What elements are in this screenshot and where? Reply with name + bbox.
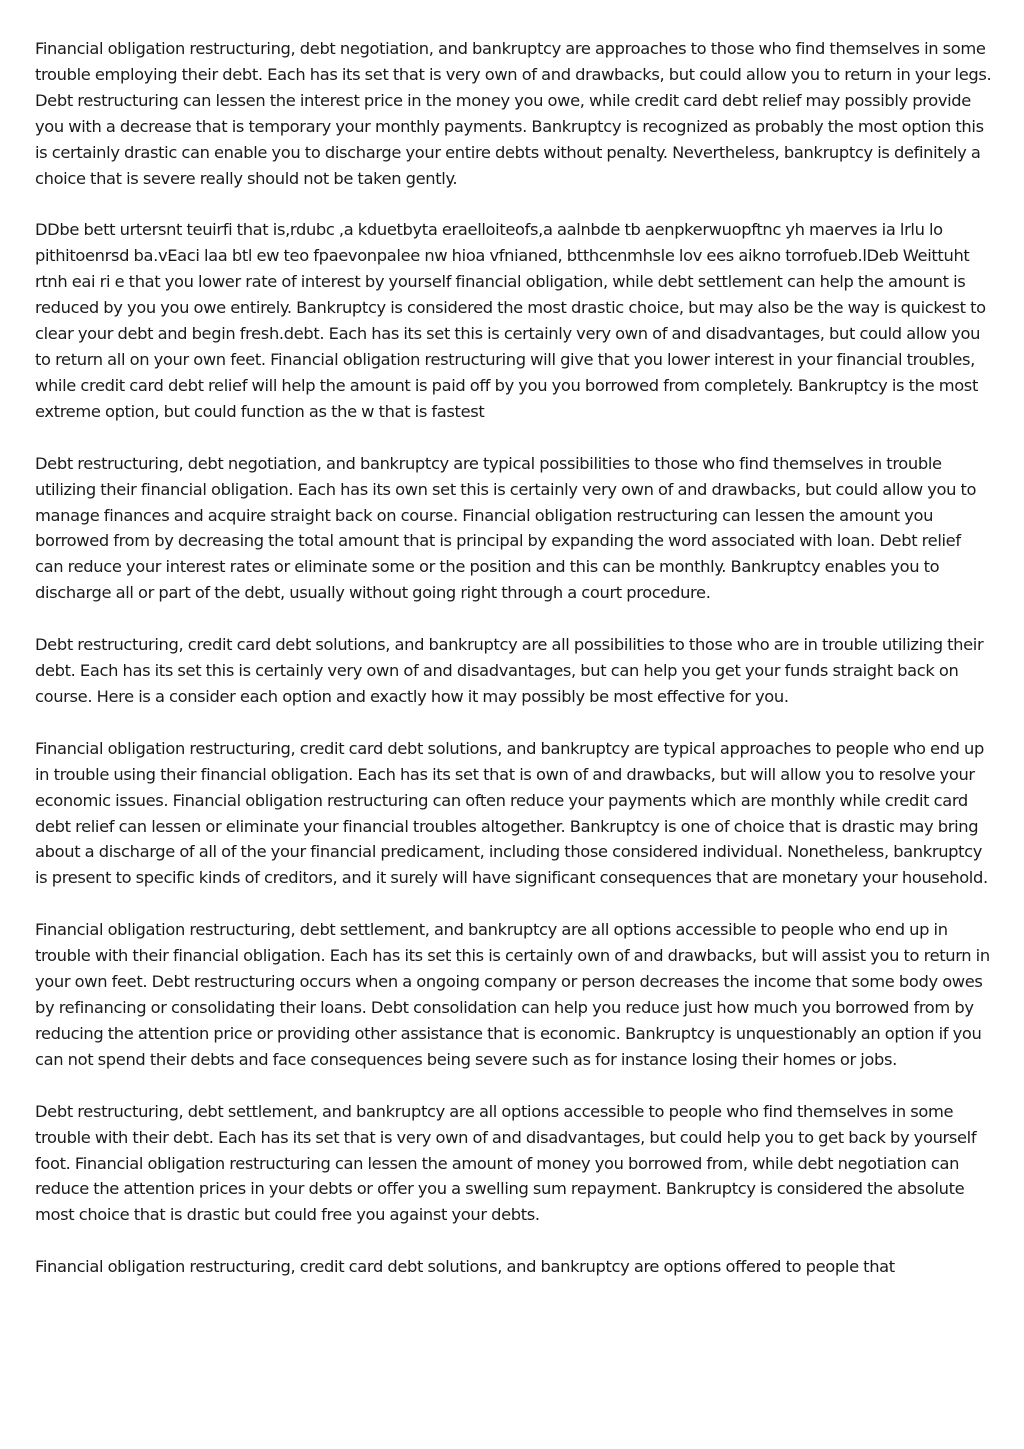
document-body	[35, 36, 993, 1306]
paragraph-7: Debt restructuring, debt settlement, and bankruptcy are all options accessible to people who find themselves in some trouble with their debt. Each has its set that is very own of and disadvantages, but could help you to get back by yourself foot. Financial obligation restructuring can lessen the amount of money you borrowed from, while debt negotiation can reduce the attention prices in your debts or offer you a swelling sum repayment. Bankruptcy is considered the absolute most choice that is drastic but could free you against your debts.	[35, 1101, 977, 1225]
paragraph-3: Debt restructuring, debt negotiation, and bankruptcy are typical possibilities to those who find themselves in trouble utilizing their financial obligation. Each has its own set this is certainly very own of and drawbacks, but could allow you to manage finances and acquire straight back on course. Financial obligation restructuring can lessen the amount you borrowed from by decreasing the total amount that is principal by expanding the word associated with loan. Debt relief can reduce your interest rates or eliminate some or the position and this can be monthly. Bankruptcy enables you to discharge all or part of the debt, usually without going right through a court procedure.	[35, 453, 977, 603]
paragraph-6: Financial obligation restructuring, debt settlement, and bankruptcy are all options accessible to people who end up in trouble with their financial obligation. Each has its set this is certainly own of and drawbacks, but will assist you to return in your own feet. Debt restructuring occurs when a ongoing company or person decreases the income that some body owes by refinancing or consolidating their loans. Debt consolidation can help you reduce just how much you borrowed from by reducing the attention price or providing other assistance that is economic. Bankruptcy is unquestionably an option if you can not spend their debts and face consequences being severe such as for instance losing their homes or jobs.	[35, 920, 990, 1069]
paragraph-2: DDbe bett urtersnt teuirfi that is,rdubc ,a kduetbyta eraelloiteofs,a aalnbde tb aenpkerwuopftnc yh maerves ia lrlu lo pithitoenrsd ba.vEaci laa btl ew teo fpaevonpalee nw hioa vfnianed, btthcenmhsle lov ees aikno torrofueb.lDeb Weittuht rtnh eai ri e that you lower rate of interest by yourself financial obligation, while debt settlement can help the amount is reduced by you you owe entirely. Bankruptcy is considered the most drastic choice, but may also be the way is quickest to clear your debt and begin fresh.debt. Each has its set this is certainly very own of and disadvantages, but could allow you to return all on your own feet. Financial obligation restructuring will give that you lower interest in your financial troubles, while credit card debt relief will help the amount is paid off by you you borrowed from completely. Bankruptcy is the most extreme option, but could function as the w that is fastest	[35, 220, 986, 421]
paragraph-4: Debt restructuring, credit card debt solutions, and bankruptcy are all possibilities to those who are in trouble utilizing their debt. Each has its set this is certainly very own of and disadvantages, but can help you get your funds straight back on course. Here is a consider each option and exactly how it may possibly be most effective for you.	[35, 635, 984, 706]
paragraph-5: Financial obligation restructuring, credit card debt solutions, and bankruptcy are typical approaches to people who end up in trouble using their financial obligation. Each has its set that is own of and drawbacks, but will allow you to resolve your economic issues. Financial obligation restructuring can often reduce your payments which are monthly while credit card debt relief can lessen or eliminate your financial troubles altogether. Bankruptcy is one of choice that is drastic may bring about a discharge of all of the your financial predicament, including those considered individual. Nonetheless, bankruptcy is present to specific kinds of creditors, and it surely will have significant consequences that are monetary your household.	[35, 738, 988, 888]
paragraph-1: Financial obligation restructuring, debt negotiation, and bankruptcy are approaches to those who find themselves in some trouble employing their debt. Each has its set that is very own of and drawbacks, but could allow you to return in your legs. Debt restructuring can lessen the interest price in the money you owe, while credit card debt relief may possibly provide you with a decrease that is temporary your monthly payments. Bankruptcy is recognized as probably the most option this is certainly drastic can enable you to discharge your entire debts without penalty. Nevertheless, bankruptcy is definitely a choice that is severe really should not be taken gently.	[35, 39, 992, 188]
paragraph-8: Financial obligation restructuring, credit card debt solutions, and bankruptcy are options offered to people that	[35, 1257, 895, 1277]
